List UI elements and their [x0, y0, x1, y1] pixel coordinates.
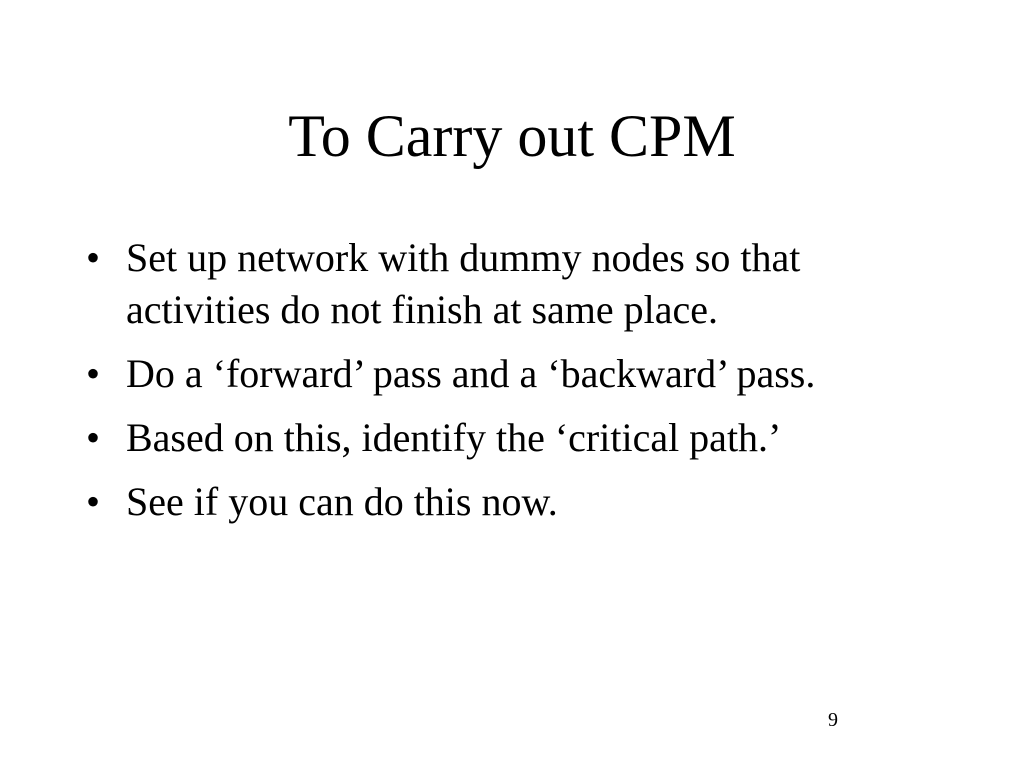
- page-number: 9: [828, 709, 838, 731]
- bullet-item: [86, 412, 946, 464]
- bullet-text: Based on this, identify the ‘critical path.’: [126, 415, 782, 460]
- bullet-item: [86, 348, 946, 400]
- bullet-text: See if you can do this now.: [126, 479, 558, 524]
- bullet-icon: •: [86, 415, 101, 460]
- bullet-item: [86, 232, 946, 336]
- bullet-list: [86, 232, 946, 540]
- bullet-icon: •: [86, 479, 101, 524]
- bullet-icon: •: [86, 351, 101, 396]
- bullet-text: Set up network with dummy nodes so that activities do not finish at same place.: [126, 235, 801, 332]
- bullet-icon: •: [86, 235, 101, 280]
- bullet-text: Do a ‘forward’ pass and a ‘backward’ pass.: [126, 351, 816, 396]
- slide-title: To Carry out CPM: [288, 103, 736, 169]
- bullet-item: [86, 476, 946, 528]
